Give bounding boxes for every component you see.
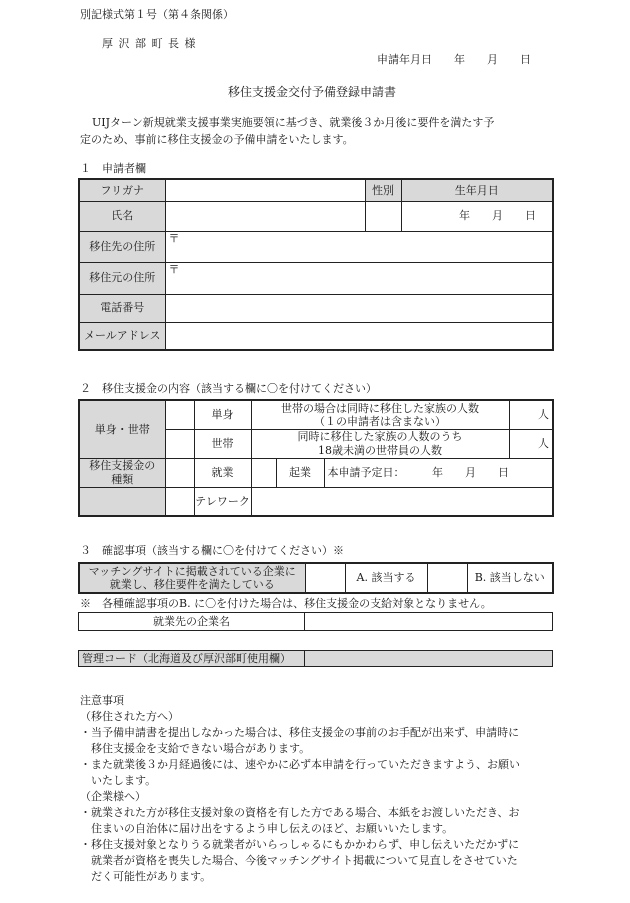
dest-address-field[interactable] [165, 231, 553, 262]
employment-label: 就業 [194, 458, 251, 487]
notes-movers-2a: ・また就業後３か月経過後には、速やかに必ず本申請を行っていただきますよう、お願い [80, 758, 520, 771]
intro-line-1: UIJターン新規就業支援事業実施要領に基づき、就業後３か月後に要件を満たす予 [92, 116, 495, 129]
notes-company-1a: ・就業された方が移住支援対象の資格を有した方である場合、本紙をお渡しいただき、お [80, 806, 520, 819]
email-label: メールアドレス [79, 322, 165, 350]
applicant-table [78, 178, 554, 351]
scheduled-date-field[interactable]: 本申請予定日： 年 月 日 [324, 458, 553, 487]
phone-field[interactable] [165, 294, 553, 322]
birthdate-label: 生年月日 [401, 179, 553, 201]
postal-mark: 〒 [168, 231, 180, 245]
postal-mark: 〒 [168, 262, 180, 276]
form-id: 別記様式第１号（第４条関係） [80, 8, 234, 21]
startup-check[interactable] [251, 458, 276, 487]
telework-label: テレワーク [194, 487, 251, 516]
person-unit: 人 [538, 436, 550, 450]
email-field[interactable] [165, 322, 553, 350]
startup-label: 起業 [276, 458, 324, 487]
support-type-label [79, 458, 165, 487]
addressee: 厚 沢 部 町 長 様 [102, 37, 197, 50]
section3-heading: ３ 確認事項（該当する欄に〇を付けてください）※ [80, 544, 344, 557]
family-count-line1: 世帯の場合は同時に移住した家族の人数 [281, 401, 479, 415]
minor-count-line2: 18歳未満の世帯員の人数 [318, 443, 442, 457]
name-field[interactable] [165, 201, 365, 231]
support-type-line1: 移住支援金の [89, 459, 156, 473]
matching-line1: マッチングサイトに掲載されている企業に [88, 564, 296, 578]
notes-company-2a: ・移住支援対象となりうる就業者がいらっしゃるにもかかわらず、申し伝えいただかずに [80, 838, 520, 851]
notes-company-heading: （企業様へ） [80, 790, 146, 803]
sex-field[interactable] [365, 201, 401, 231]
employer-table [78, 612, 553, 631]
notes-company-2c: だく可能性があります。 [91, 870, 212, 883]
notes-movers-heading: （移住された方へ） [80, 710, 179, 723]
single-check[interactable] [165, 400, 194, 429]
origin-address-label: 移住元の住所 [79, 262, 165, 294]
support-type-label-cont [79, 487, 165, 516]
notes-heading: 注意事項 [80, 694, 124, 707]
sex-label: 性別 [365, 179, 401, 201]
option-a-label: A. 該当する [345, 563, 427, 593]
admin-code-label: 管理コード（北海道及び厚沢部町使用欄） [79, 651, 305, 667]
section3-footnote: ※ 各種確認事項のB. に〇を付けた場合は、移住支援金の支給対象となりません。 [80, 597, 492, 610]
household-label: 単身・世帯 [79, 400, 165, 458]
page-title: 移住支援金交付予備登録申請書 [228, 85, 397, 99]
name-label: 氏名 [79, 201, 165, 231]
notes-movers-2b: いたします。 [91, 774, 157, 787]
notes-movers-1a: ・当予備申請書を提出しなかった場合は、移住支援金の事前のお手配が出来ず、申請時に [80, 726, 520, 739]
dest-address-label: 移住先の住所 [79, 231, 165, 262]
intro-line-2: 定のため、事前に移住支援金の予備申請をいたします。 [80, 133, 354, 146]
minor-count-line1: 同時に移住した家族の人数のうち [297, 430, 463, 444]
birthdate-field[interactable]: 年 月 日 [401, 201, 553, 231]
matching-line2: 就業し、移住要件を満たしている [109, 578, 275, 591]
family-count-line2: （１の申請者は含まない） [314, 414, 446, 428]
confirmation-table [78, 562, 554, 594]
application-date: 申請年月日 年 月 日 [377, 53, 531, 66]
phone-label: 電話番号 [79, 294, 165, 322]
section1-heading: １ 申請者欄 [80, 162, 146, 175]
employer-label: 就業先の企業名 [79, 613, 305, 631]
origin-address-field[interactable] [165, 262, 553, 294]
family-count-field[interactable] [509, 400, 553, 429]
household-option-label: 世帯 [194, 429, 251, 458]
household-check[interactable] [165, 429, 194, 458]
section2-heading: ２ 移住支援金の内容（該当する欄に〇を付けてください） [80, 382, 377, 395]
admin-code-field [305, 651, 553, 667]
notes-company-1b: 住まいの自治体に届け出をするよう申し伝えのほど、お願いいたします。 [91, 822, 454, 835]
telework-check[interactable] [165, 487, 194, 516]
option-b-label: B. 該当しない [467, 563, 553, 593]
minor-count-label [251, 429, 509, 458]
option-a-check[interactable] [305, 563, 345, 593]
person-unit: 人 [538, 408, 550, 422]
family-count-label [251, 400, 509, 429]
admin-code-table [78, 650, 553, 667]
notes-movers-1b: 移住支援金を支給できない場合があります。 [91, 742, 311, 755]
support-content-table [78, 399, 554, 517]
notes-company-2b: 就業者が資格を喪失した場合、今後マッチングサイト掲載について見直しをさせていた [91, 854, 518, 867]
furigana-field[interactable] [165, 179, 365, 201]
empty-cell [251, 487, 553, 516]
option-b-check[interactable] [427, 563, 467, 593]
matching-site-label [79, 563, 305, 593]
single-label: 単身 [194, 400, 251, 429]
support-type-line2: 種類 [111, 472, 134, 486]
minor-count-field[interactable] [509, 429, 553, 458]
employment-check[interactable] [165, 458, 194, 487]
furigana-label: フリガナ [79, 179, 165, 201]
employer-field[interactable] [305, 613, 553, 631]
